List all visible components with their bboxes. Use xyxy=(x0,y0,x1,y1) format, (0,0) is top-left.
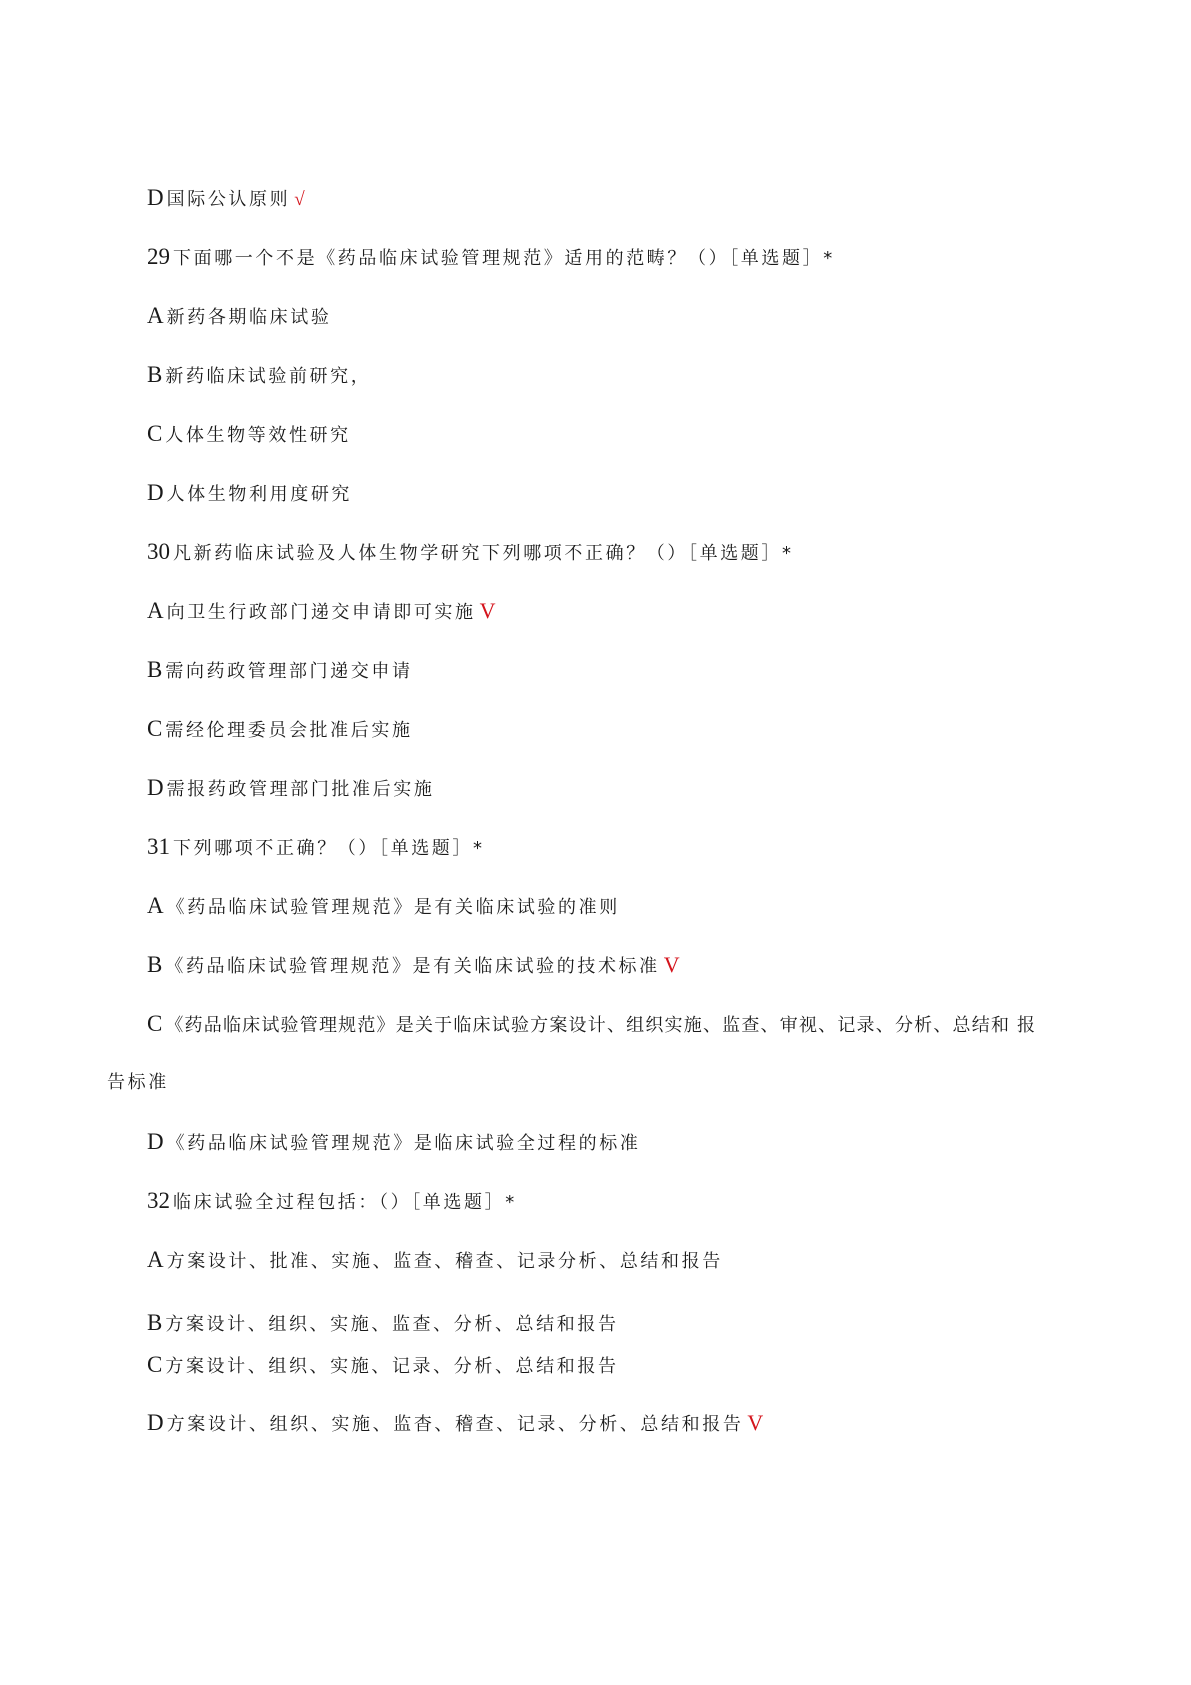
option-letter: B xyxy=(147,952,163,977)
option-letter: C xyxy=(147,1352,163,1377)
option-c-q29 xyxy=(147,422,351,448)
option-text: 《药品临床试验管理规范》是有关临床试验的准则 xyxy=(166,897,620,918)
option-b-q31 xyxy=(147,953,680,979)
option-letter: A xyxy=(147,598,164,623)
option-text: 《药品临床试验管理规范》是临床试验全过程的标准 xyxy=(166,1133,641,1154)
option-letter: A xyxy=(147,893,164,918)
option-letter: D xyxy=(147,1129,164,1154)
option-text: 需报药政管理部门批准后实施 xyxy=(166,779,435,800)
option-text: 新药临床试验前研究， xyxy=(165,366,372,387)
option-letter: C xyxy=(147,1011,163,1036)
question-29 xyxy=(147,245,835,271)
option-text: 方案设计、组织、实施、监杳、稽查、记录、分析、总结和报告 xyxy=(166,1414,744,1435)
question-text: 凡新药临床试验及人体生物学研究下列哪项不正确？（）［单选题］* xyxy=(173,543,794,564)
correct-answer-check-icon: V xyxy=(747,1410,764,1435)
option-letter: B xyxy=(147,1310,163,1335)
option-letter: A xyxy=(147,1247,164,1272)
option-b-q32 xyxy=(147,1311,619,1337)
option-a-q29 xyxy=(147,304,331,330)
question-number: 30 xyxy=(147,539,170,564)
option-d-q29 xyxy=(147,481,352,507)
correct-answer-check-icon: √ xyxy=(294,189,305,210)
option-text: 方案设计、组织、实施、记录、分析、总结和报告 xyxy=(165,1356,619,1377)
option-c-q31-continuation xyxy=(107,1071,169,1095)
option-a-q32 xyxy=(147,1248,723,1274)
option-text-continuation: 告标准 xyxy=(107,1072,169,1093)
option-a-q30 xyxy=(147,599,496,625)
option-b-q29 xyxy=(147,363,371,389)
option-letter: D xyxy=(147,775,164,800)
option-letter: B xyxy=(147,362,163,387)
option-letter: C xyxy=(147,421,163,446)
question-text: 下面哪一个不是《药品临床试验管理规范》适用的范畴？（）［单选题］* xyxy=(173,248,835,269)
option-text: 新药各期临床试验 xyxy=(166,307,332,328)
question-number: 32 xyxy=(147,1188,170,1213)
option-text: 国际公认原则 xyxy=(166,189,291,210)
option-text: 需经伦理委员会批准后实施 xyxy=(165,720,413,741)
option-letter: D xyxy=(147,185,164,210)
option-c-q32 xyxy=(147,1353,619,1379)
option-text: 人体生物等效性研究 xyxy=(165,425,351,446)
correct-answer-check-icon: V xyxy=(663,952,680,977)
option-text: 人体生物利用度研究 xyxy=(166,484,353,505)
question-30 xyxy=(147,540,794,566)
question-31 xyxy=(147,835,485,861)
option-d-q31 xyxy=(147,1130,640,1156)
option-letter: D xyxy=(147,480,164,505)
option-c-q30 xyxy=(147,717,413,743)
option-a-q31 xyxy=(147,894,620,920)
option-d-q28 xyxy=(147,186,305,212)
option-d-q30 xyxy=(147,776,434,802)
question-number: 29 xyxy=(147,244,170,269)
option-text: 方案设计、批准、实施、监查、稽查、记录分析、总结和报告 xyxy=(166,1251,723,1272)
option-letter: A xyxy=(147,303,164,328)
option-text: 方案设计、组织、实施、监查、分析、总结和报告 xyxy=(165,1314,619,1335)
option-text: 《药品临床试验管理规范》是有关临床试验的技术标准 xyxy=(165,956,660,977)
option-text: 向卫生行政部门递交申请即可实施 xyxy=(166,602,476,623)
question-32 xyxy=(147,1189,517,1215)
correct-answer-check-icon: V xyxy=(479,598,496,623)
option-letter: C xyxy=(147,716,163,741)
option-letter: B xyxy=(147,657,163,682)
option-letter: D xyxy=(147,1410,164,1435)
option-text: 《药品临床试验管理规范》是关于临床试验方案设计、组织实施、监查、审视、记录、分析、总结和 报 xyxy=(165,1015,1037,1036)
question-number: 31 xyxy=(147,834,170,859)
option-d-q32 xyxy=(147,1411,763,1437)
question-text: 下列哪项不正确？（）［单选题］* xyxy=(173,838,485,859)
option-b-q30 xyxy=(147,658,413,684)
option-c-q31 xyxy=(147,1012,1036,1038)
question-text: 临床试验全过程包括：（）［单选题］* xyxy=(173,1192,517,1213)
option-text: 需向药政管理部门递交申请 xyxy=(165,661,413,682)
